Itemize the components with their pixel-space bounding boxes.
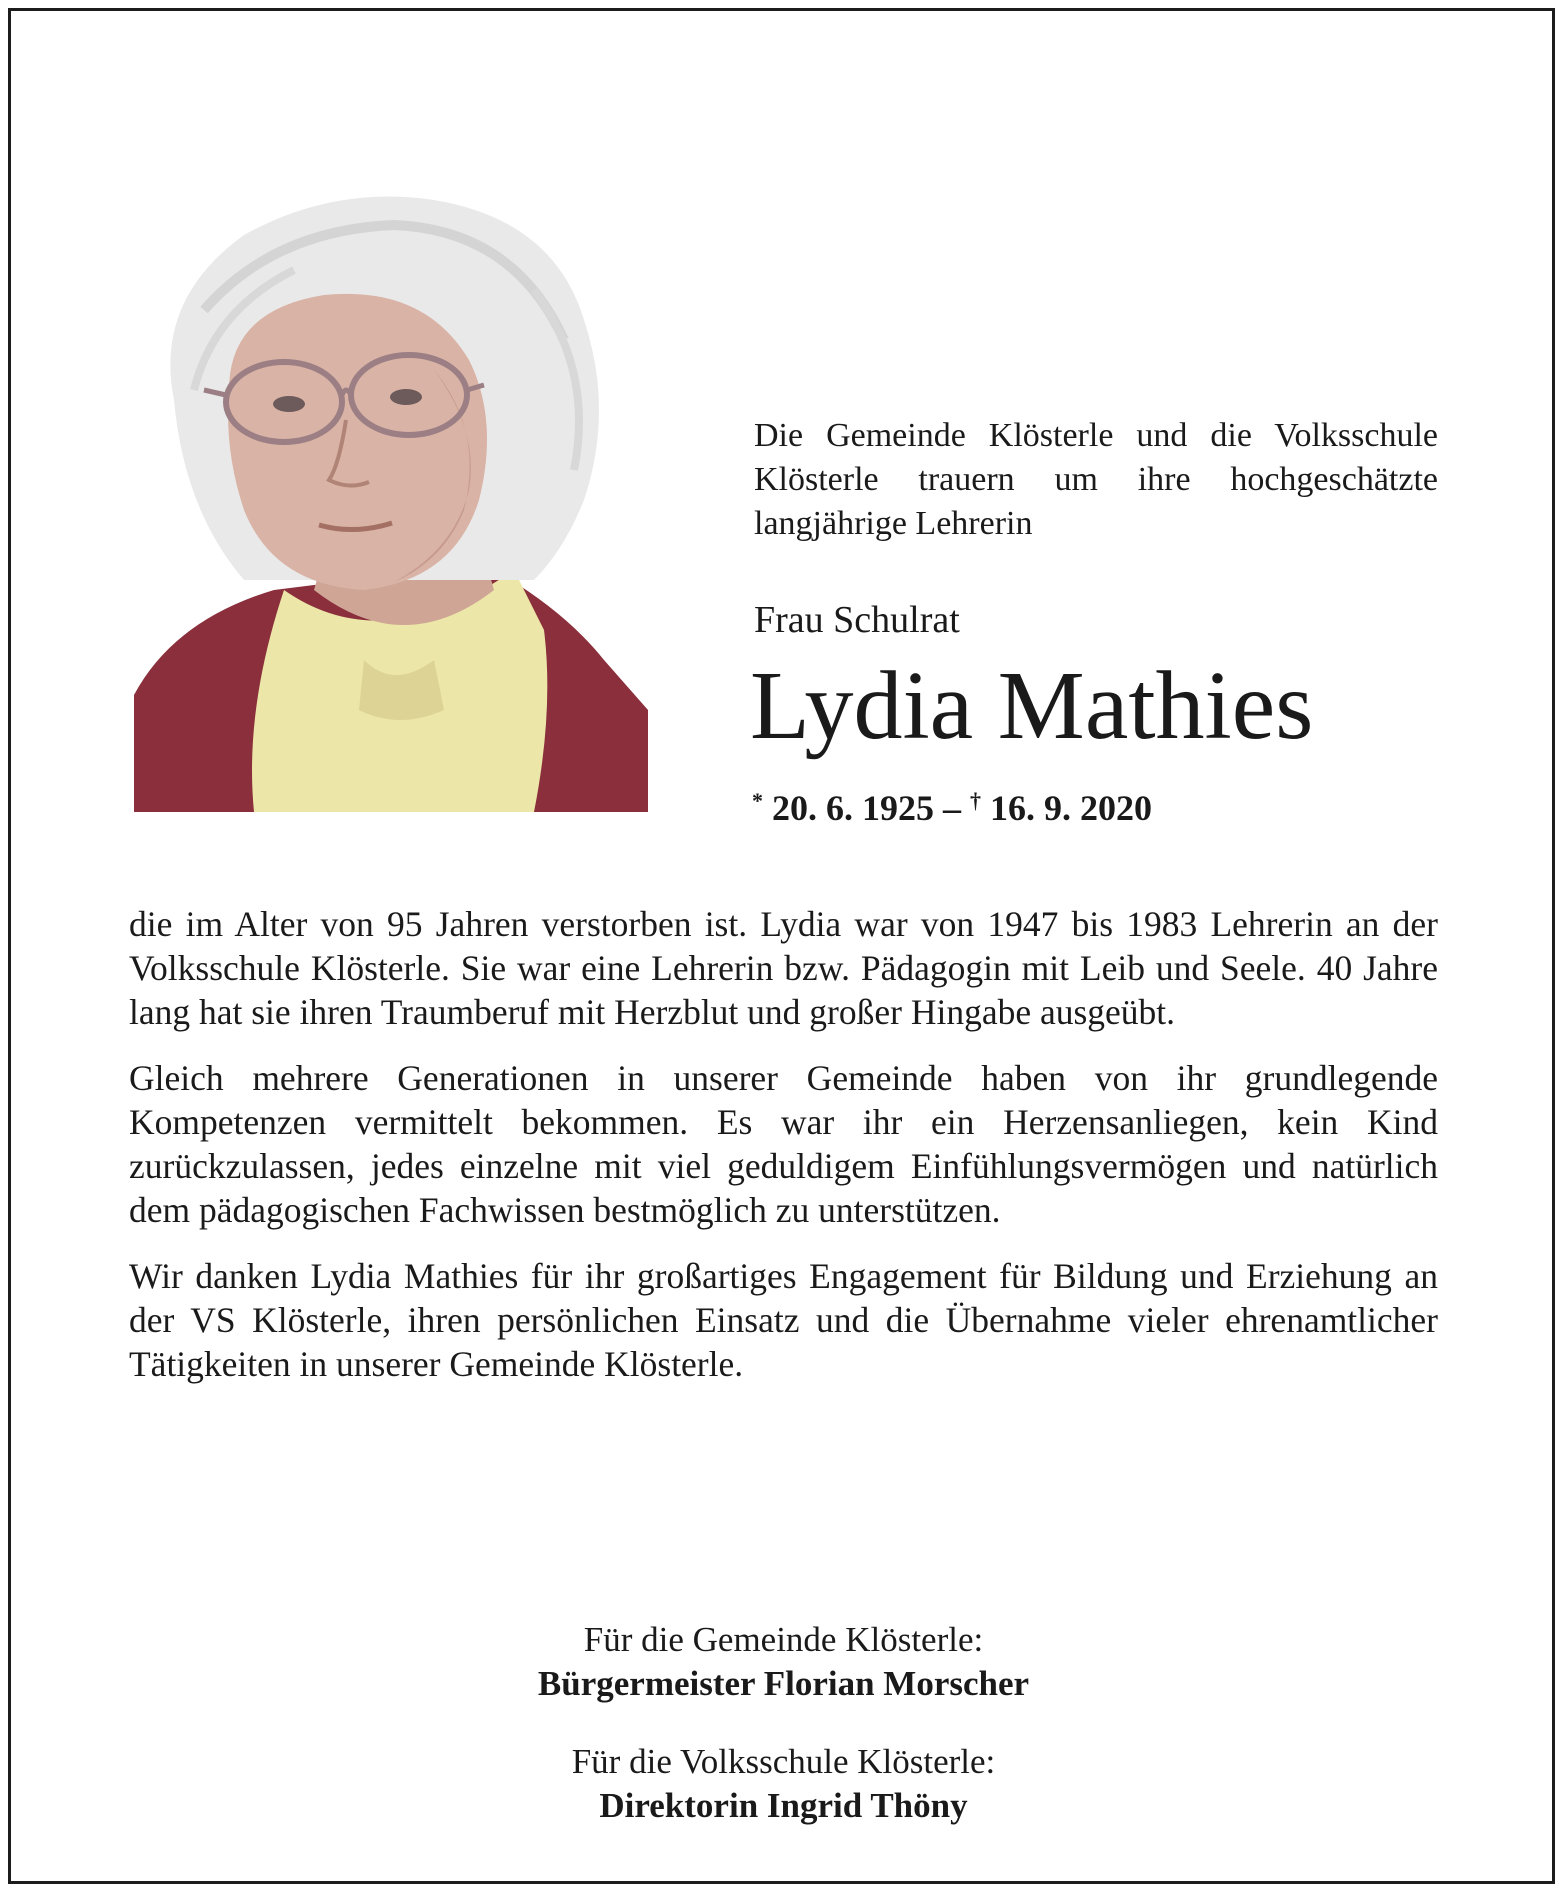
birth-asterisk: * (752, 788, 763, 813)
obituary-body (129, 902, 1438, 1408)
signature-municipality (129, 1618, 1438, 1706)
life-dates (752, 778, 1152, 831)
death-cross: † (970, 788, 981, 813)
signature-role: Für die Gemeinde Klösterle: (583, 1620, 984, 1659)
signature-name: Direktorin Ingrid Thöny (599, 1786, 968, 1825)
intro-text: Die Gemeinde Klösterle und die Volksschule Klösterle trauern um ihre hochgeschätzte langjährige Lehrerin (754, 417, 1438, 542)
body-paragraph: Gleich mehrere Generationen in unserer Gemeinde haben von ihr grundlegende Kompetenzen vermittelt bekommen. Es war ihr ein Herzensanliegen, kein Kind zurückzulassen, jedes einzelne mit viel geduldigem Einfühlungsvermögen und natürlich dem pädagogischen Fachwissen bestmöglich zu unterstützen. (129, 1058, 1438, 1230)
signature-name: Bürgermeister Florian Morscher (537, 1664, 1030, 1703)
deceased-name: Lydia Mathies (750, 652, 1314, 760)
body-paragraph: Wir danken Lydia Mathies für ihr großartiges Engagement für Bildung und Erziehung an der VS Klösterle, ihren persönlichen Einsatz und die Übernahme vieler ehrenamtlicher Tätigkeiten in unserer Gemeinde Klösterle. (129, 1256, 1438, 1384)
portrait-photo (134, 190, 648, 812)
date-separator: – (934, 788, 970, 828)
birth-date: 20. 6. 1925 (772, 788, 934, 828)
deceased-title: Frau Schulrat (754, 599, 960, 641)
signature-role: Für die Volksschule Klösterle: (571, 1742, 996, 1781)
signature-school (129, 1740, 1438, 1828)
death-date: 16. 9. 2020 (990, 788, 1152, 828)
body-paragraph: die im Alter von 95 Jahren verstorben ist. Lydia war von 1947 bis 1983 Lehrerin an der Volksschule Klösterle. Sie war eine Lehrerin bzw. Pädagogin mit Leib und Seele. 40 Jahre lang hat sie ihren Traumberuf mit Herzblut und großer Hingabe ausgeübt. (129, 904, 1438, 1032)
